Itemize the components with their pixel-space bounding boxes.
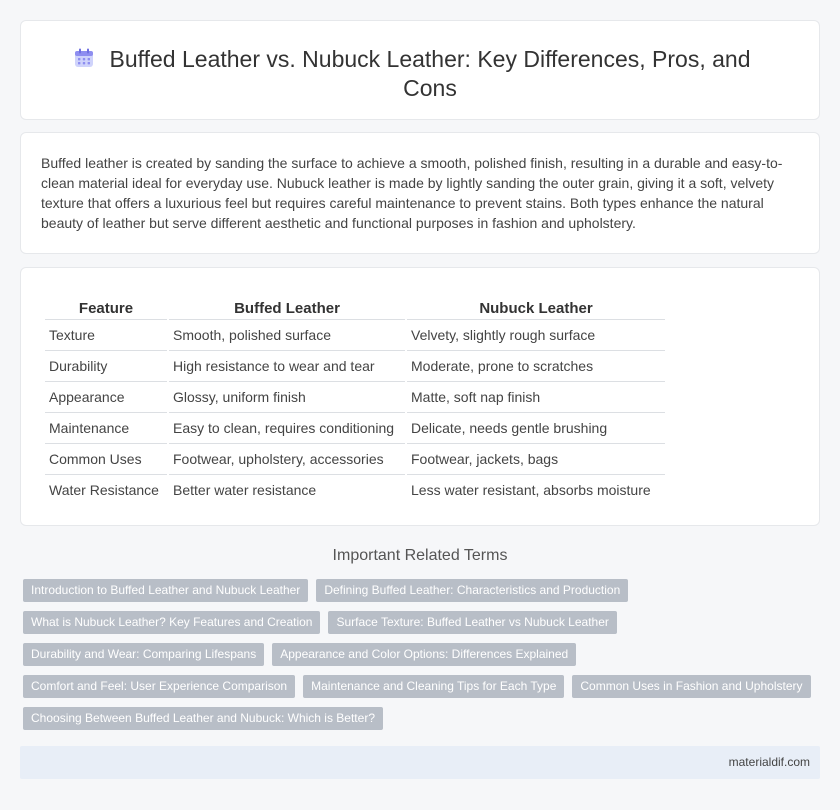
related-terms-heading: Important Related Terms [332,547,508,564]
table-row [45,443,665,474]
table-row [45,474,665,505]
related-term-tag[interactable]: Surface Texture: Buffed Leather vs Nubuck Leather [328,611,616,634]
comparison-table [43,295,667,505]
table-cell: Appearance [45,381,167,412]
table-cell: Smooth, polished surface [169,319,405,350]
column-header-nubuck: Nubuck Leather [479,299,593,317]
footer-site-link[interactable]: materialdif.com [728,755,810,769]
page-title: Buffed Leather vs. Nubuck Leather: Key Differences, Pros, and Cons [109,46,751,101]
table-row [45,350,665,381]
comparison-table-card [20,267,820,526]
table-cell: Velvety, slightly rough surface [407,319,665,350]
table-row [45,381,665,412]
table-cell: Durability [45,350,167,381]
table-cell: Delicate, needs gentle brushing [407,412,665,443]
table-cell: Footwear, jackets, bags [407,443,665,474]
intro-card [20,132,820,254]
related-term-tag[interactable]: Appearance and Color Options: Differences Explained [272,643,576,666]
intro-paragraph: Buffed leather is created by sanding the surface to achieve a smooth, polished finish, resulting in a durable and easy-to-clean material ideal for everyday use. Nubuck leather is made by lightly sanding the outer grain, giving it a soft, velvety texture that offers a luxurious feel but requires careful maintenance to prevent stains. Both types enhance the natural beauty of leather but serve different aesthetic and functional purposes in fashion and upholstery. [41,155,783,231]
footer [20,746,820,779]
related-term-tag[interactable]: Common Uses in Fashion and Upholstery [572,675,810,698]
table-cell: High resistance to wear and tear [169,350,405,381]
table-cell: Water Resistance [45,474,167,505]
table-row [45,412,665,443]
table-cell: Maintenance [45,412,167,443]
table-cell: Less water resistant, absorbs moisture [407,474,665,505]
related-term-tag[interactable]: Comfort and Feel: User Experience Comparison [23,675,295,698]
table-cell: Glossy, uniform finish [169,381,405,412]
related-term-tag[interactable]: Durability and Wear: Comparing Lifespans [23,643,264,666]
table-header-row [45,295,665,319]
table-cell: Easy to clean, requires conditioning [169,412,405,443]
related-terms-tags [23,579,813,730]
title-card [20,20,820,120]
table-cell: Better water resistance [169,474,405,505]
table-cell: Footwear, upholstery, accessories [169,443,405,474]
table-cell: Matte, soft nap finish [407,381,665,412]
column-header-buffed: Buffed Leather [234,299,340,317]
column-header-feature: Feature [78,299,134,317]
table-cell: Moderate, prone to scratches [407,350,665,381]
related-term-tag[interactable]: Maintenance and Cleaning Tips for Each Type [303,675,564,698]
table-cell: Texture [45,319,167,350]
table-row [45,319,665,350]
related-term-tag[interactable]: Defining Buffed Leather: Characteristics and Production [316,579,628,602]
related-term-tag[interactable]: Choosing Between Buffed Leather and Nubuck: Which is Better? [23,707,383,730]
related-term-tag[interactable]: Introduction to Buffed Leather and Nubuck Leather [23,579,308,602]
related-term-tag[interactable]: What is Nubuck Leather? Key Features and Creation [23,611,320,634]
table-cell: Common Uses [45,443,167,474]
